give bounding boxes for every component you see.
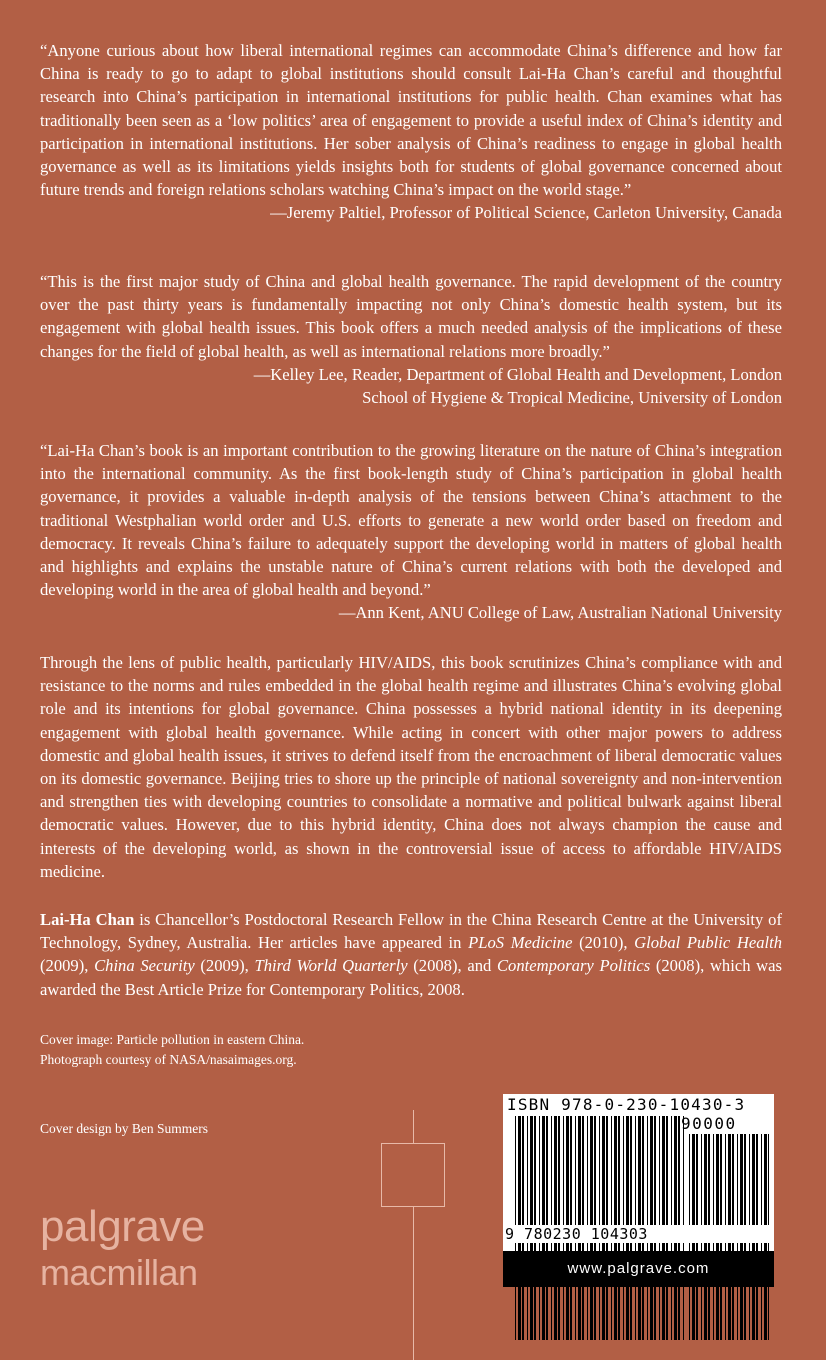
quote-paltiel: [40, 39, 782, 225]
price-code: 90000: [681, 1114, 737, 1133]
isbn-barcode: [503, 1094, 774, 1287]
description-text: Through the lens of public health, particularly HIV/AIDS, this book scrutinizes China’s compliance with and resistance to the norms and rules embedded in the global health regime and illustrates China’s evolving global role and its intentions for global governance. China possesses a hybrid national identity in its deepening engagement with global health governance. While acting in concert with other major powers to address domestic and global health issues, it strives to defend itself from the encroachment of liberal democratic values on its domestic governance. Beijing tries to shore up the principle of national sovereignty and non-intervention and strengthen ties with developing countries to consolidate a normative and political bulwark against liberal democratic values. However, due to this hybrid identity, China does not always champion the cause and interests of the developing world, as shown in the controversial issue of access to affordable HIV/AIDS medicine.: [40, 653, 782, 881]
bio-text: (2008), and: [407, 956, 497, 976]
publisher-logo-palgrave: palgrave: [40, 1202, 205, 1251]
author-bio: [40, 908, 782, 1001]
decorative-line-bottom: [413, 1206, 414, 1360]
publisher-website: www.palgrave.com: [503, 1251, 774, 1287]
author-name: Lai-Ha Chan: [40, 910, 135, 929]
journal-title: China Security: [94, 956, 195, 976]
bio-text: (2009),: [194, 956, 255, 976]
quote-attribution: —Ann Kent, ANU College of Law, Australian National University: [338, 603, 782, 623]
quote-kent: [40, 439, 782, 625]
book-description: [40, 651, 782, 883]
cover-image-credit-line1: Cover image: Particle pollution in eastern China.: [40, 1032, 305, 1047]
barcode-digits: 9 780230 104303: [505, 1225, 772, 1243]
quote-attribution: —Jeremy Paltiel, Professor of Political Science, Carleton University, Canada: [270, 203, 782, 223]
cover-image-credit: [40, 1030, 304, 1070]
journal-title: Global Public Health: [634, 933, 783, 953]
journal-title: Contemporary Politics: [496, 956, 651, 976]
quote-text: “Lai-Ha Chan’s book is an important contribution to the growing literature on the nature of China’s integration into the international community. As the first book-length study of China’s participation in global health governance, it provides a valuable in-depth analysis of the tensions between China’s attachment to the traditional Westphalian world order and U.S. efforts to generate a new world order based on freedom and democracy. It reveals China’s failure to adequately support the developing world in matters of global health and highlights and explains the unstable nature of China’s current relations with both the developed and developing world in the area of global health and beyond.”: [40, 441, 782, 600]
cover-design-credit: Cover design by Ben Summers: [40, 1121, 208, 1136]
bio-text: (2008), which was awarded the Best Article Prize for Contemporary Politics, 2008.: [40, 956, 782, 999]
quote-text: “This is the first major study of China and global health governance. The rapid development of the country over the past thirty years is fundamentally impacting not only China’s domestic health system, but its engagement with global health issues. This book offers a much needed analysis of the implications of these changes for the field of global health, as well as international relations more broadly.”: [40, 272, 782, 361]
bio-text: (2010),: [572, 933, 635, 953]
journal-title: Third World Quarterly: [254, 956, 408, 976]
quote-text: “Anyone curious about how liberal international regimes can accommodate China’s difference and how far China is ready to go to adapt to global institutions should consult Lai-Ha Chan’s careful and thoughtful research into China’s participation in international institutions for public health. Chan examines what has traditionally been seen as a ‘low politics’ area of engagement to provide a useful index of China’s identity and participation in international institutions. Her sober analysis of China’s readiness to engage in global health governance as well as its limitations yields insights both for students of global governance concerned about future trends and foreign relations scholars watching China’s impact on the world stage.”: [40, 41, 782, 200]
publisher-logo-macmillan: macmillan: [40, 1252, 198, 1293]
bio-text: (2009),: [40, 956, 95, 976]
isbn-label: ISBN 978-0-230-10430-3: [507, 1095, 746, 1114]
quote-attribution-line2: School of Hygiene & Tropical Medicine, University of London: [362, 388, 782, 408]
journal-title: PLoS Medicine: [468, 933, 573, 953]
quote-attribution-line1: —Kelley Lee, Reader, Department of Global Health and Development, London: [253, 364, 782, 384]
decorative-square: [381, 1143, 445, 1207]
quote-lee: [40, 270, 782, 409]
cover-image-credit-line2: Photograph courtesy of NASA/nasaimages.org.: [40, 1052, 297, 1067]
bio-text: is Chancellor’s Postdoctoral Research Fellow in the China Research Centre at the University of Technology, Sydney, Australia. Her articles have appeared in: [40, 910, 782, 953]
decorative-line-top: [413, 1110, 414, 1143]
